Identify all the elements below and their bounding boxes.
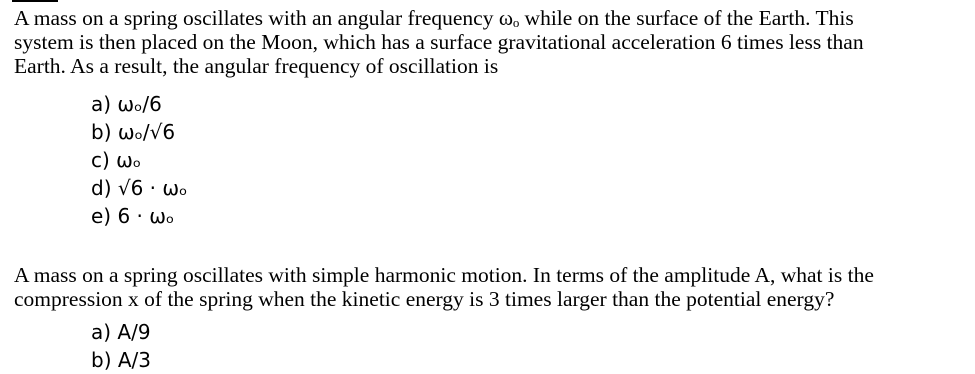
question-2-option-b: b) A/3 [91, 348, 151, 372]
question-1-line-2: system is then placed on the Moon, which has a surface gravitational acceleration 6 times less than [14, 30, 864, 54]
question-2-stem [14, 263, 975, 311]
question-1-stem [14, 6, 975, 78]
question-2-line-2: compression x of the spring when the kinetic energy is 3 times larger than the potential energy? [14, 287, 835, 311]
question-2-option-a: a) A/9 [91, 320, 151, 344]
question-1-option-a: a) ωₒ/6 [91, 92, 162, 116]
question-1-option-b: b) ωₒ/√6 [91, 120, 176, 144]
question-1-line-3: Earth. As a result, the angular frequency of oscillation is [14, 54, 499, 78]
top-rule-divider [12, 0, 58, 2]
question-1-option-c: c) ωₒ [91, 148, 142, 172]
question-1-line-1: A mass on a spring oscillates with an angular frequency ωₒ while on the surface of the Earth. This [14, 6, 854, 30]
question-1-option-d: d) √6 · ωₒ [91, 176, 188, 200]
question-2-options [91, 318, 151, 374]
question-2-line-1: A mass on a spring oscillates with simple harmonic motion. In terms of the amplitude A, what is the [14, 263, 874, 287]
question-1-option-e: e) 6 · ωₒ [91, 204, 175, 228]
question-1-options [91, 90, 187, 230]
